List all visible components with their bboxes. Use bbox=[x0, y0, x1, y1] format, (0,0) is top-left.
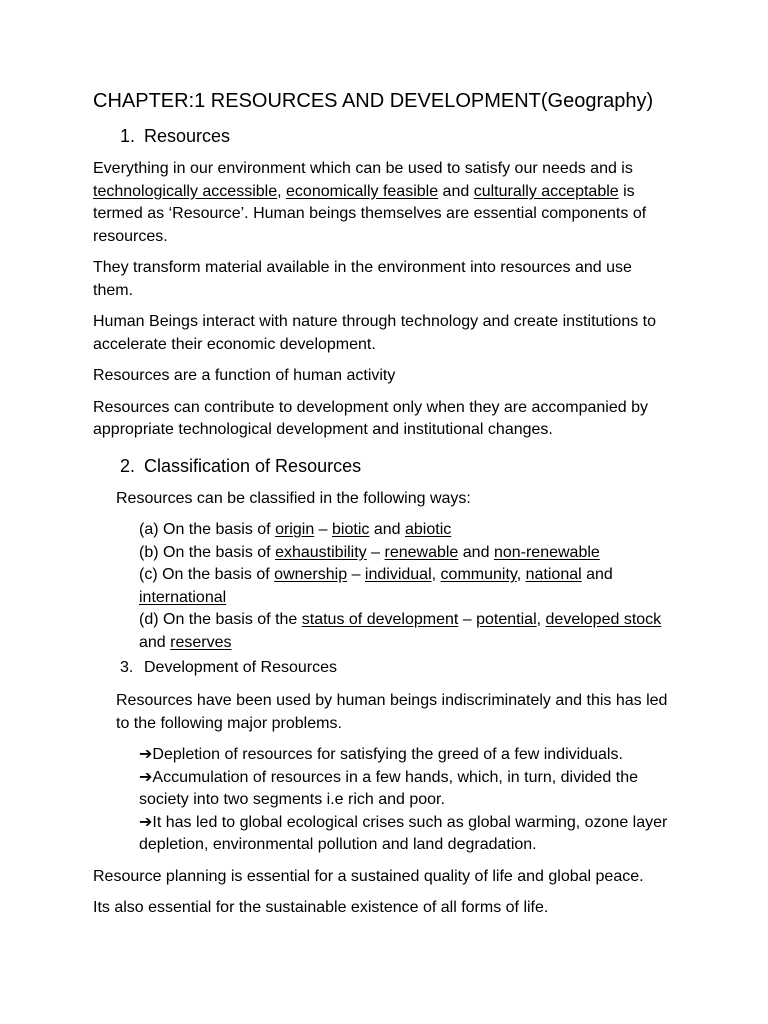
text-run: , bbox=[516, 566, 522, 583]
text-run: – bbox=[351, 566, 361, 583]
underlined-term: developed stock bbox=[545, 611, 662, 628]
arrow-icon: ➔ bbox=[139, 768, 153, 786]
underlined-term: culturally acceptable bbox=[473, 182, 619, 200]
text-run: Everything in our environment which can be used to satisfy our needs and is bbox=[93, 160, 633, 177]
text-run: and bbox=[139, 633, 166, 651]
underlined-term: economically feasible bbox=[286, 182, 439, 200]
section-heading-classification bbox=[93, 454, 672, 478]
underlined-term: national bbox=[525, 566, 582, 583]
text-run: and bbox=[586, 566, 613, 583]
classification-list bbox=[139, 519, 672, 654]
underlined-term: biotic bbox=[332, 521, 370, 538]
list-item bbox=[139, 609, 672, 654]
section-number: 3. bbox=[120, 659, 134, 676]
list-item bbox=[139, 542, 672, 565]
text-run: and bbox=[442, 182, 470, 200]
paragraph: Resources can contribute to development only when they are accompanied by appropriate technological development and institutional changes. bbox=[93, 398, 648, 438]
section-title: Resources bbox=[144, 126, 231, 146]
problems-list bbox=[139, 744, 672, 857]
paragraph: Resources are a function of human activity bbox=[93, 367, 396, 384]
paragraph: Its also essential for the sustainable existence of all forms of life. bbox=[93, 899, 549, 916]
underlined-term: origin bbox=[275, 521, 315, 538]
text-run: It has led to global ecological crises such as global warming, ozone layer depletion, environmental pollution and land degradation. bbox=[139, 813, 668, 853]
text-run: (b) On the basis of bbox=[139, 543, 271, 561]
section-title: Classification of Resources bbox=[144, 455, 362, 476]
underlined-term: renewable bbox=[384, 543, 459, 561]
text-run: (a) On the basis of bbox=[139, 521, 271, 538]
list-item bbox=[139, 519, 672, 542]
text-run: – bbox=[462, 611, 472, 628]
underlined-term: reserves bbox=[170, 633, 232, 651]
list-item bbox=[139, 564, 672, 609]
paragraph: Human Beings interact with nature through technology and create institutions to accelerate their economic development. bbox=[93, 313, 656, 353]
underlined-term: international bbox=[139, 588, 227, 606]
text-run: Depletion of resources for satisfying the greed of a few individuals. bbox=[152, 746, 623, 763]
text-run: (c) On the basis of bbox=[139, 566, 270, 583]
text-run: and bbox=[462, 543, 490, 561]
text-run: Accumulation of resources in a few hands, which, in turn, divided the society into two segments i.e rich and poor. bbox=[139, 768, 638, 808]
underlined-term: individual bbox=[364, 566, 432, 583]
paragraph-development-intro: Resources have been used by human beings indiscriminately and this has led to the following major problems. bbox=[116, 692, 668, 732]
section-number: 1. bbox=[120, 126, 136, 146]
text-run: is termed as ‘Resource’. Human beings themselves are essential components of resources. bbox=[93, 182, 647, 245]
text-run: (d) On the basis of the bbox=[139, 611, 298, 628]
text-run: – bbox=[371, 543, 381, 561]
paragraph-classification-intro: Resources can be classified in the following ways: bbox=[116, 489, 471, 507]
chapter-title: CHAPTER:1 RESOURCES AND DEVELOPMENT(Geography) bbox=[93, 90, 654, 112]
list-item bbox=[139, 812, 672, 857]
underlined-term: community bbox=[440, 566, 517, 583]
text-run: , bbox=[277, 182, 282, 200]
text-run: – bbox=[318, 521, 328, 538]
text-run: , bbox=[431, 566, 437, 583]
paragraph: Resource planning is essential for a sustained quality of life and global peace. bbox=[93, 867, 644, 885]
underlined-term: technologically accessible bbox=[93, 182, 278, 200]
section-heading-development bbox=[93, 656, 672, 680]
arrow-icon: ➔ bbox=[139, 813, 153, 831]
list-item bbox=[139, 767, 672, 812]
section-number: 2. bbox=[120, 455, 136, 476]
underlined-term: exhaustibility bbox=[275, 543, 367, 561]
underlined-term: abiotic bbox=[405, 521, 452, 538]
paragraph: They transform material available in the environment into resources and use them. bbox=[93, 259, 632, 299]
section-title: Development of Resources bbox=[144, 659, 337, 676]
underlined-term: non-renewable bbox=[493, 543, 600, 561]
text-run: , bbox=[536, 611, 542, 628]
arrow-icon: ➔ bbox=[139, 746, 153, 763]
paragraph-resource-definition bbox=[93, 158, 672, 248]
underlined-term: ownership bbox=[274, 566, 348, 583]
list-item bbox=[139, 744, 672, 767]
text-run: and bbox=[373, 521, 401, 538]
section-heading-resources bbox=[93, 124, 672, 148]
underlined-term: potential bbox=[476, 611, 537, 628]
underlined-term: status of development bbox=[301, 611, 459, 628]
